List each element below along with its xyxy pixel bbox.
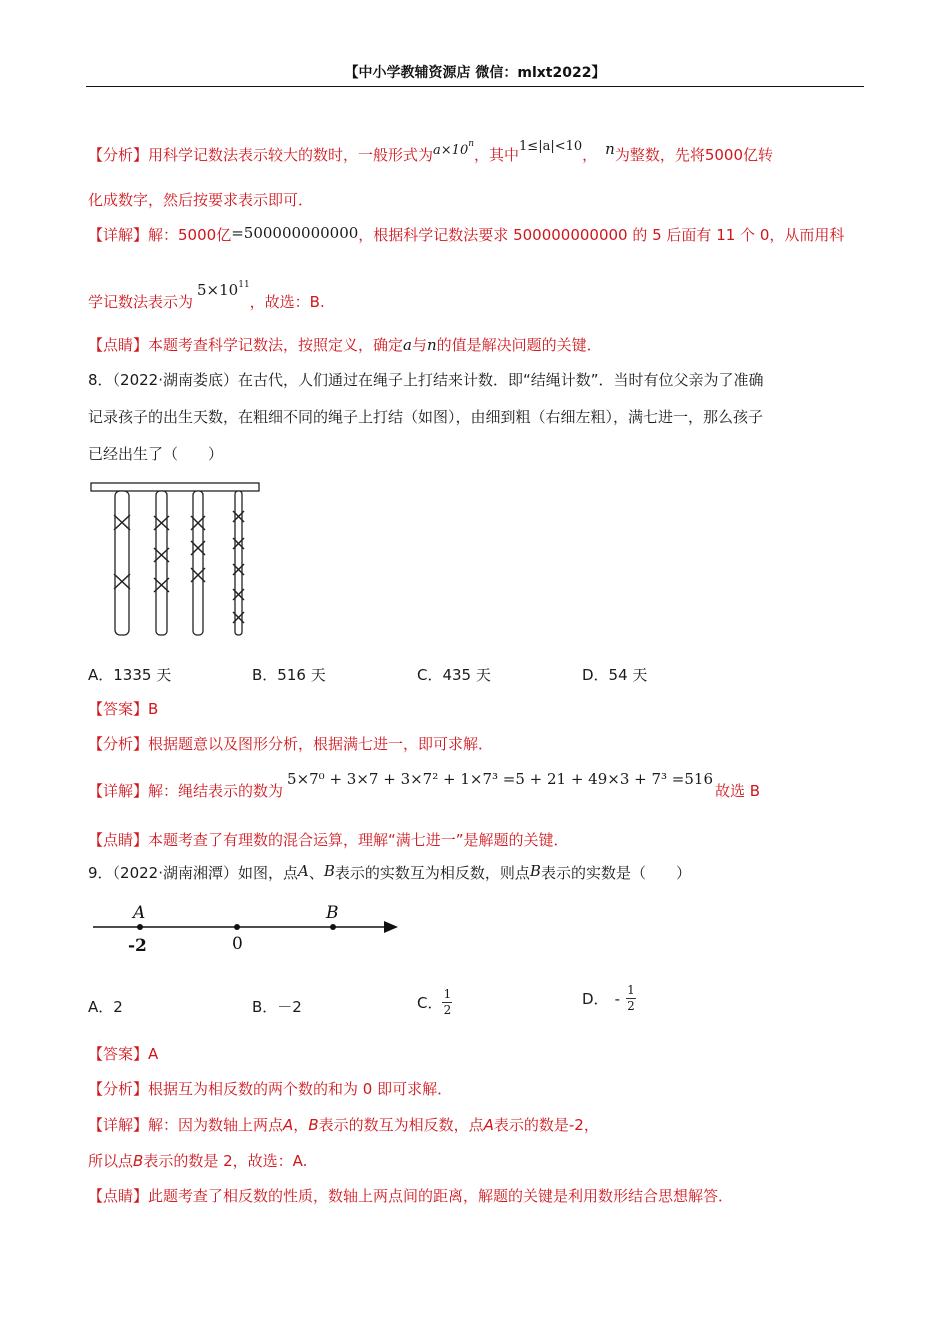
answer-tag: 【答案】 — [88, 1045, 149, 1063]
analysis-tag: 【分析】 — [88, 1080, 149, 1098]
point-a-dot — [137, 924, 143, 930]
point-b-dot — [330, 924, 336, 930]
detail-tag: 【详解】 — [88, 226, 149, 244]
q8-option-b: B．516 天 — [252, 666, 326, 684]
fraction-half: $\frac{1}{2}$ — [443, 987, 452, 1017]
condition-inequality: 1≤|a|<10 — [519, 139, 583, 154]
rope-thinnest — [235, 491, 242, 635]
q8-analysis: 【分析】根据题意以及图形分析，根据满七进一，即可求解． — [88, 735, 494, 753]
q8-option-d: D．54 天 — [582, 666, 648, 684]
page-header: 【中小学教辅资源店 微信：mlxt2022】 — [86, 62, 864, 87]
rope-thick — [156, 491, 167, 635]
q8-option-c: C．435 天 — [417, 666, 491, 684]
knot-formula: 5×7⁰ + 3×7 + 3×7² + 1×7³ =5 + 21 + 49×3 + 7³ =516 — [287, 770, 714, 788]
q7-analysis: 【分析】用科学记数法表示较大的数时，一般形式为$a\times 10^n$，其中1≤|a|<10， n为整数，先将5000亿转 — [88, 139, 774, 164]
analysis-tag: 【分析】 — [88, 146, 149, 164]
rope-bar — [91, 483, 259, 491]
answer-tag: 【答案】 — [88, 700, 149, 718]
q8-stem-line3: 已经出生了（ ） — [88, 445, 224, 463]
q9-answer: 【答案】A — [88, 1045, 159, 1063]
origin-dot — [234, 924, 240, 930]
number-line-figure — [88, 898, 408, 960]
q8-comment: 【点睛】本题考查了有理数的混合运算，理解“满七进一”是解题的关键． — [88, 831, 569, 849]
q8-detail: 【详解】解：绳结表示的数为5×7⁰ + 3×7 + 3×7² + 1×7³ =5 + 21 + 49×3 + 7³ =516故选 B — [88, 770, 761, 800]
knots — [114, 511, 244, 623]
q7-analysis-cont: 化成数字，然后按要求表示即可． — [88, 191, 314, 209]
q8-option-a: A．1335 天 — [88, 666, 172, 684]
q9-option-d: D． - $\frac{1}{2}$ — [582, 983, 635, 1013]
knot-rope-figure — [88, 478, 268, 640]
q9-option-b: B．－2 — [252, 998, 302, 1016]
tick-label-minus-two: -2 — [128, 936, 147, 956]
q9-option-a: A．2 — [88, 998, 123, 1016]
comment-tag: 【点睛】 — [88, 831, 149, 849]
q8-stem-line2: 记录孩子的出生天数，在粗细不同的绳子上打结（如图），由细到粗（右细左粗），满七进一，那么孩子 — [88, 408, 764, 426]
q9-comment: 【点睛】此题考查了相反数的性质，数轴上两点间的距离，解题的关键是利用数形结合思想解答． — [88, 1187, 734, 1205]
fraction-half: $\frac{1}{2}$ — [627, 983, 635, 1013]
arrow-icon — [384, 921, 398, 933]
q7-detail-cont: 学记数法表示为$5\times 10^{11}$，故选：B. — [88, 280, 325, 311]
comment-tag: 【点睛】 — [88, 336, 149, 354]
label-a: A — [133, 903, 146, 923]
answer-expression: $5\times 10^{11}$ — [197, 280, 250, 299]
q7-detail: 【详解】解：5000亿=500000000000，根据科学记数法要求 500000000000 的 5 后面有 11 个 0，从而用科 — [88, 224, 845, 244]
tick-label-zero: 0 — [232, 934, 243, 954]
q9-detail: 【详解】解：因为数轴上两点A，B表示的数互为相反数，点A表示的数是-2， — [88, 1116, 599, 1134]
q9-detail-cont: 所以点B表示的数是 2，故选：A. — [88, 1152, 308, 1170]
detail-tag: 【详解】 — [88, 1116, 149, 1134]
q7-comment: 【点睛】本题考查科学记数法，按照定义，确定a与n的值是解决问题的关键． — [88, 336, 602, 354]
detail-tag: 【详解】 — [88, 782, 149, 800]
comment-tag: 【点睛】 — [88, 1187, 149, 1205]
analysis-tag: 【分析】 — [88, 735, 149, 753]
q8-answer: 【答案】B — [88, 700, 159, 718]
q9-option-c: C． $\frac{1}{2}$ — [417, 987, 452, 1017]
q8-stem-line1: 8．（2022·湖南娄底）在古代，人们通过在绳子上打结来计数．即“结绳计数”．当时有位父亲为了准确 — [88, 371, 764, 389]
label-b: B — [326, 903, 339, 923]
q9-analysis: 【分析】根据互为相反数的两个数的和为 0 即可求解． — [88, 1080, 453, 1098]
rope-thickest — [115, 491, 129, 635]
rope-thin — [193, 491, 203, 635]
q9-stem: 9．（2022·湖南湘潭）如图，点A、B表示的实数互为相反数，则点B表示的实数是（ ） — [88, 862, 691, 882]
sci-notation-form: $a\times 10^n$ — [433, 139, 475, 158]
